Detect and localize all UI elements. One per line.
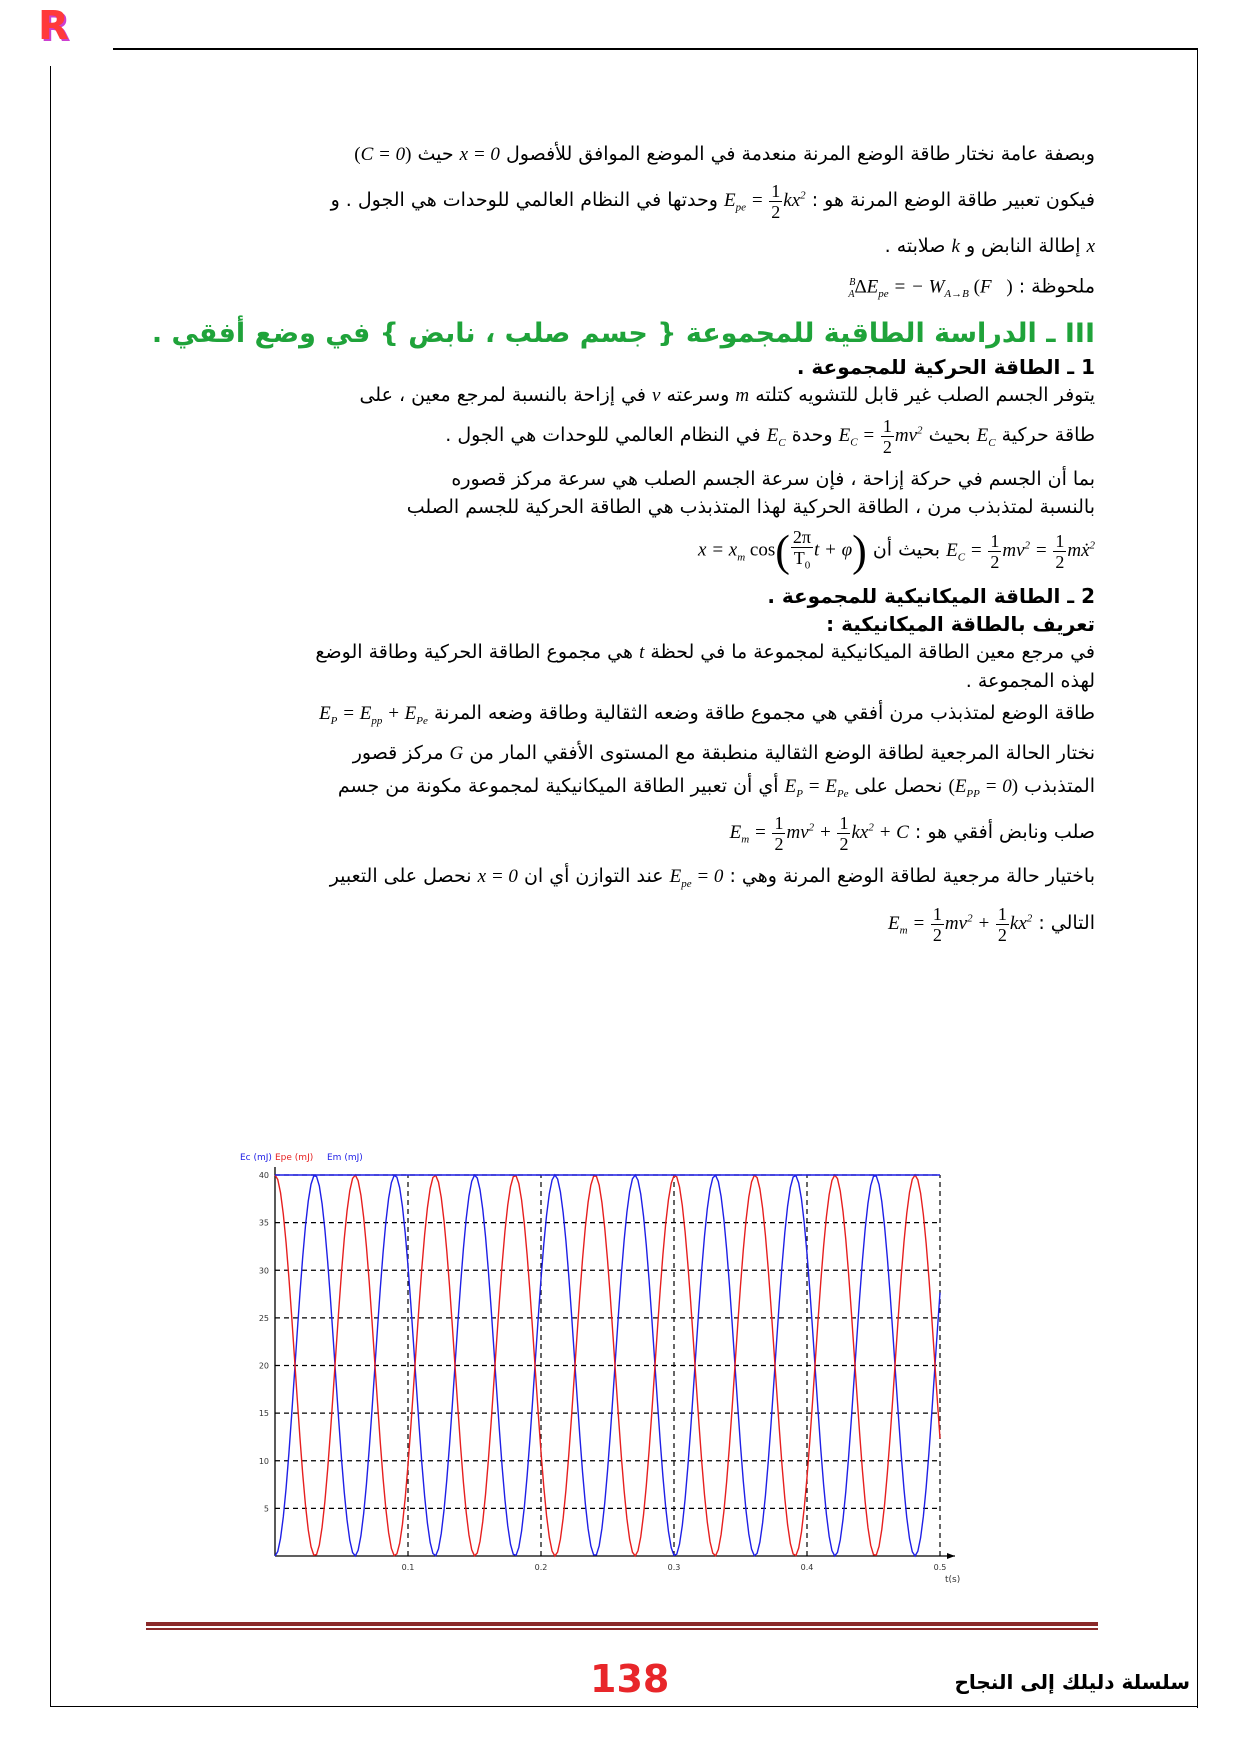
text-p12b: عند التوازن أي ان: [523, 865, 664, 888]
frame-right-border: [1197, 48, 1198, 1708]
legend-entry: Epe (mJ): [275, 1153, 314, 1163]
text-l3a: إطالة النابض و: [965, 235, 1081, 257]
text-l1: وبصفة عامة نختار طاقة الوضع المرنة منعدمة في الموضع الموافق للأفصول: [505, 143, 1095, 165]
paragraph-note: ملحوظة : $^B_A\Delta E_{pe}$ = − $W_{A\to B}$ (F⃗): [848, 275, 1095, 301]
paragraph-p1: يتوفر الجسم الصلب غير قابل للتشويه كتلته m وسرعته v في إزاحة بالنسبة لمرجع معين ، على: [359, 384, 1095, 407]
text-p1b: وسرعته: [666, 384, 730, 407]
frame-left-border: [50, 66, 51, 1706]
text-p2b: بحيث: [928, 423, 971, 446]
paragraph-p12: باختيار حالة مرجعية لطاقة الوضع المرنة وهي : $E_{pe} = 0$ عند التوازن أي ان x = 0 نحصل على التعبير: [329, 865, 1095, 891]
section-title-3: III ـ الدراسة الطاقية للمجموعة { جسم صلب ، نابض } في وضع أفقي .: [151, 318, 1095, 350]
legend-entry: Em (mJ): [327, 1153, 363, 1163]
text-l3b: صلابته .: [884, 235, 946, 257]
subsection-title-1: 1 ـ الطاقة الحركية للمجموعة .: [796, 355, 1095, 380]
paragraph-p10: المتذبذب $(E_{PP} = 0)$ نحصل على $E_P = E_{Pe}$ أي أن تعبير الطاقة الميكانيكية لمجموعة مكونة من جسم: [337, 774, 1095, 800]
frame-bottom-border: [50, 1706, 1198, 1707]
text-p12c: نحصل على التعبير: [329, 865, 472, 888]
chart-axes: [275, 1167, 960, 1585]
text-p10b: نحصل على: [854, 774, 943, 797]
text-l2b: وحدتها في النظام العالمي للوحدات هي الجول . و: [330, 188, 718, 211]
paragraph-line-3: x إطالة النابض و k صلابته .: [884, 235, 1095, 257]
text-l2a: فيكون تعبير طاقة الوضع المرنة هو :: [811, 188, 1095, 211]
footer-rule: [146, 1622, 1098, 1626]
y-tick-label: 10: [258, 1456, 269, 1466]
x-tick-label: 0.4: [800, 1563, 814, 1572]
footer-rule-thin: [146, 1628, 1098, 1630]
text-p11: صلب ونابض أفقي هو :: [914, 821, 1095, 844]
series-line-epe: [275, 1175, 940, 1556]
y-tick-label: 40: [258, 1171, 269, 1180]
text-p8: طاقة الوضع لمتذبذب مرن أفقي هي مجموع طاقة وضعه الثقالية وطاقة وضعه المرنة: [433, 701, 1095, 724]
text-p6b: هي مجموع الطاقة الحركية وطاقة الوضع: [315, 640, 634, 663]
paragraph-line-2: فيكون تعبير طاقة الوضع المرنة هو : $E_{pe}$ = $\frac{1}{2}$ $kx^2$ وحدتها في النظام العالمي للوحدات هي الجول . و: [330, 181, 1095, 222]
text-p6a: في مرجع معين الطاقة الميكانيكية لمجموعة ما في لحظة: [650, 640, 1095, 663]
logo: R: [38, 3, 69, 49]
x-axis-arrow: [947, 1553, 955, 1559]
page-number: 138: [590, 1657, 670, 1701]
frame-top-border: [113, 48, 1198, 50]
paragraph-line-1: وبصفة عامة نختار طاقة الوضع المرنة منعدمة في الموضع الموافق للأفصول x = 0 حيث (C = 0): [354, 143, 1095, 165]
text-p10c: أي أن تعبير الطاقة الميكانيكية لمجموعة مكونة من جسم: [337, 774, 779, 797]
y-tick-label: 20: [258, 1361, 269, 1371]
text-p9a: نختار الحالة المرجعية لطاقة الوضع الثقالية منطبقة مع المستوى الأفقي المار من: [469, 741, 1095, 764]
text-p2a: طاقة حركية: [1001, 423, 1095, 446]
book-series-name: سلسلة دليلك إلى النجاح: [954, 1670, 1190, 1694]
definition-title: تعريف بالطاقة الميكانيكية :: [826, 611, 1095, 636]
text-p1a: يتوفر الجسم الصلب غير قابل للتشويه كتلته: [755, 384, 1095, 407]
text-l1b: حيث: [417, 143, 454, 165]
document-body: [150, 140, 1095, 945]
paragraph-p2: طاقة حركية $E_C$ بحيث $E_C$ = $\frac{1}{2}$ $mv^2$ وحدة $E_C$ في النظام العالمي للوحدات هي الجول .: [445, 416, 1095, 458]
paragraph-p13: التالي : $E_m$ = $\frac{1}{2}$ $mv^2$ + $\frac{1}{2}$ $kx^2$: [888, 904, 1095, 946]
text-note: ملحوظة :: [1018, 275, 1095, 298]
paragraph-p3: بما أن الجسم في حركة إزاحة ، فإن سرعة الجسم الصلب هي سرعة مركز قصوره: [451, 468, 1095, 491]
x-tick-label: 0.2: [534, 1563, 548, 1572]
x-tick-label: 0.1: [401, 1563, 415, 1572]
energy-chart: [240, 1148, 990, 1608]
x-axis-label: t(s): [945, 1575, 961, 1585]
subsection-title-2: 2 ـ الطاقة الميكانيكية للمجموعة .: [767, 583, 1095, 608]
chart-legend: [240, 1153, 363, 1163]
text-p9b: مركز قصور: [352, 741, 444, 764]
paragraph-p9: نختار الحالة المرجعية لطاقة الوضع الثقالية منطبقة مع المستوى الأفقي المار من G مركز قصور: [352, 741, 1095, 764]
y-tick-label: 15: [258, 1409, 269, 1419]
y-tick-label: 35: [258, 1218, 269, 1228]
paragraph-p5: $E_C$ = $\frac{1}{2}$ $mv^2$ = $\frac{1}{2}$ mẋ$^2$ بحيث أن $x = x_m$ cos( $\frac{2\pi}{T_0}$ t + φ): [698, 526, 1095, 576]
text-p12a: باختيار حالة مرجعية لطاقة الوضع المرنة وهي :: [729, 865, 1095, 888]
text-p2d: في النظام العالمي للوحدات هي الجول .: [445, 423, 761, 446]
text-p5: بحيث أن: [872, 538, 941, 561]
text-p1c: في إزاحة بالنسبة لمرجع معين ، على: [359, 384, 646, 407]
paragraph-p6: في مرجع معين الطاقة الميكانيكية لمجموعة ما في لحظة t هي مجموع الطاقة الحركية وطاقة الوضع: [315, 640, 1095, 663]
x-tick-label: 0.3: [667, 1563, 681, 1572]
paragraph-p7: لهذه المجموعة .: [965, 669, 1095, 692]
y-tick-label: 25: [258, 1313, 269, 1323]
text-p13: التالي :: [1038, 911, 1095, 934]
y-tick-label: 30: [258, 1266, 269, 1276]
text-p10a: المتذبذب: [1024, 774, 1095, 797]
text-p2c: وحدة: [791, 423, 833, 446]
paragraph-p8: طاقة الوضع لمتذبذب مرن أفقي هي مجموع طاقة وضعه الثقالية وطاقة وضعه المرنة $E_P = E_{pp} + E_{Pe}$: [319, 701, 1095, 727]
legend-entry: Ec (mJ): [240, 1153, 272, 1163]
paragraph-p11: صلب ونابض أفقي هو : $E_m$ = $\frac{1}{2}$ $mv^2$ + $\frac{1}{2}$ $kx^2 + C$: [729, 813, 1095, 855]
y-tick-label: 5: [263, 1504, 269, 1514]
x-tick-label: 0.5: [933, 1563, 947, 1572]
chart-series: [275, 1175, 940, 1556]
paragraph-p4: بالنسبة لمتذبذب مرن ، الطاقة الحركية لهذا المتذبذب هي الطاقة الحركية للجسم الصلب: [406, 496, 1095, 519]
